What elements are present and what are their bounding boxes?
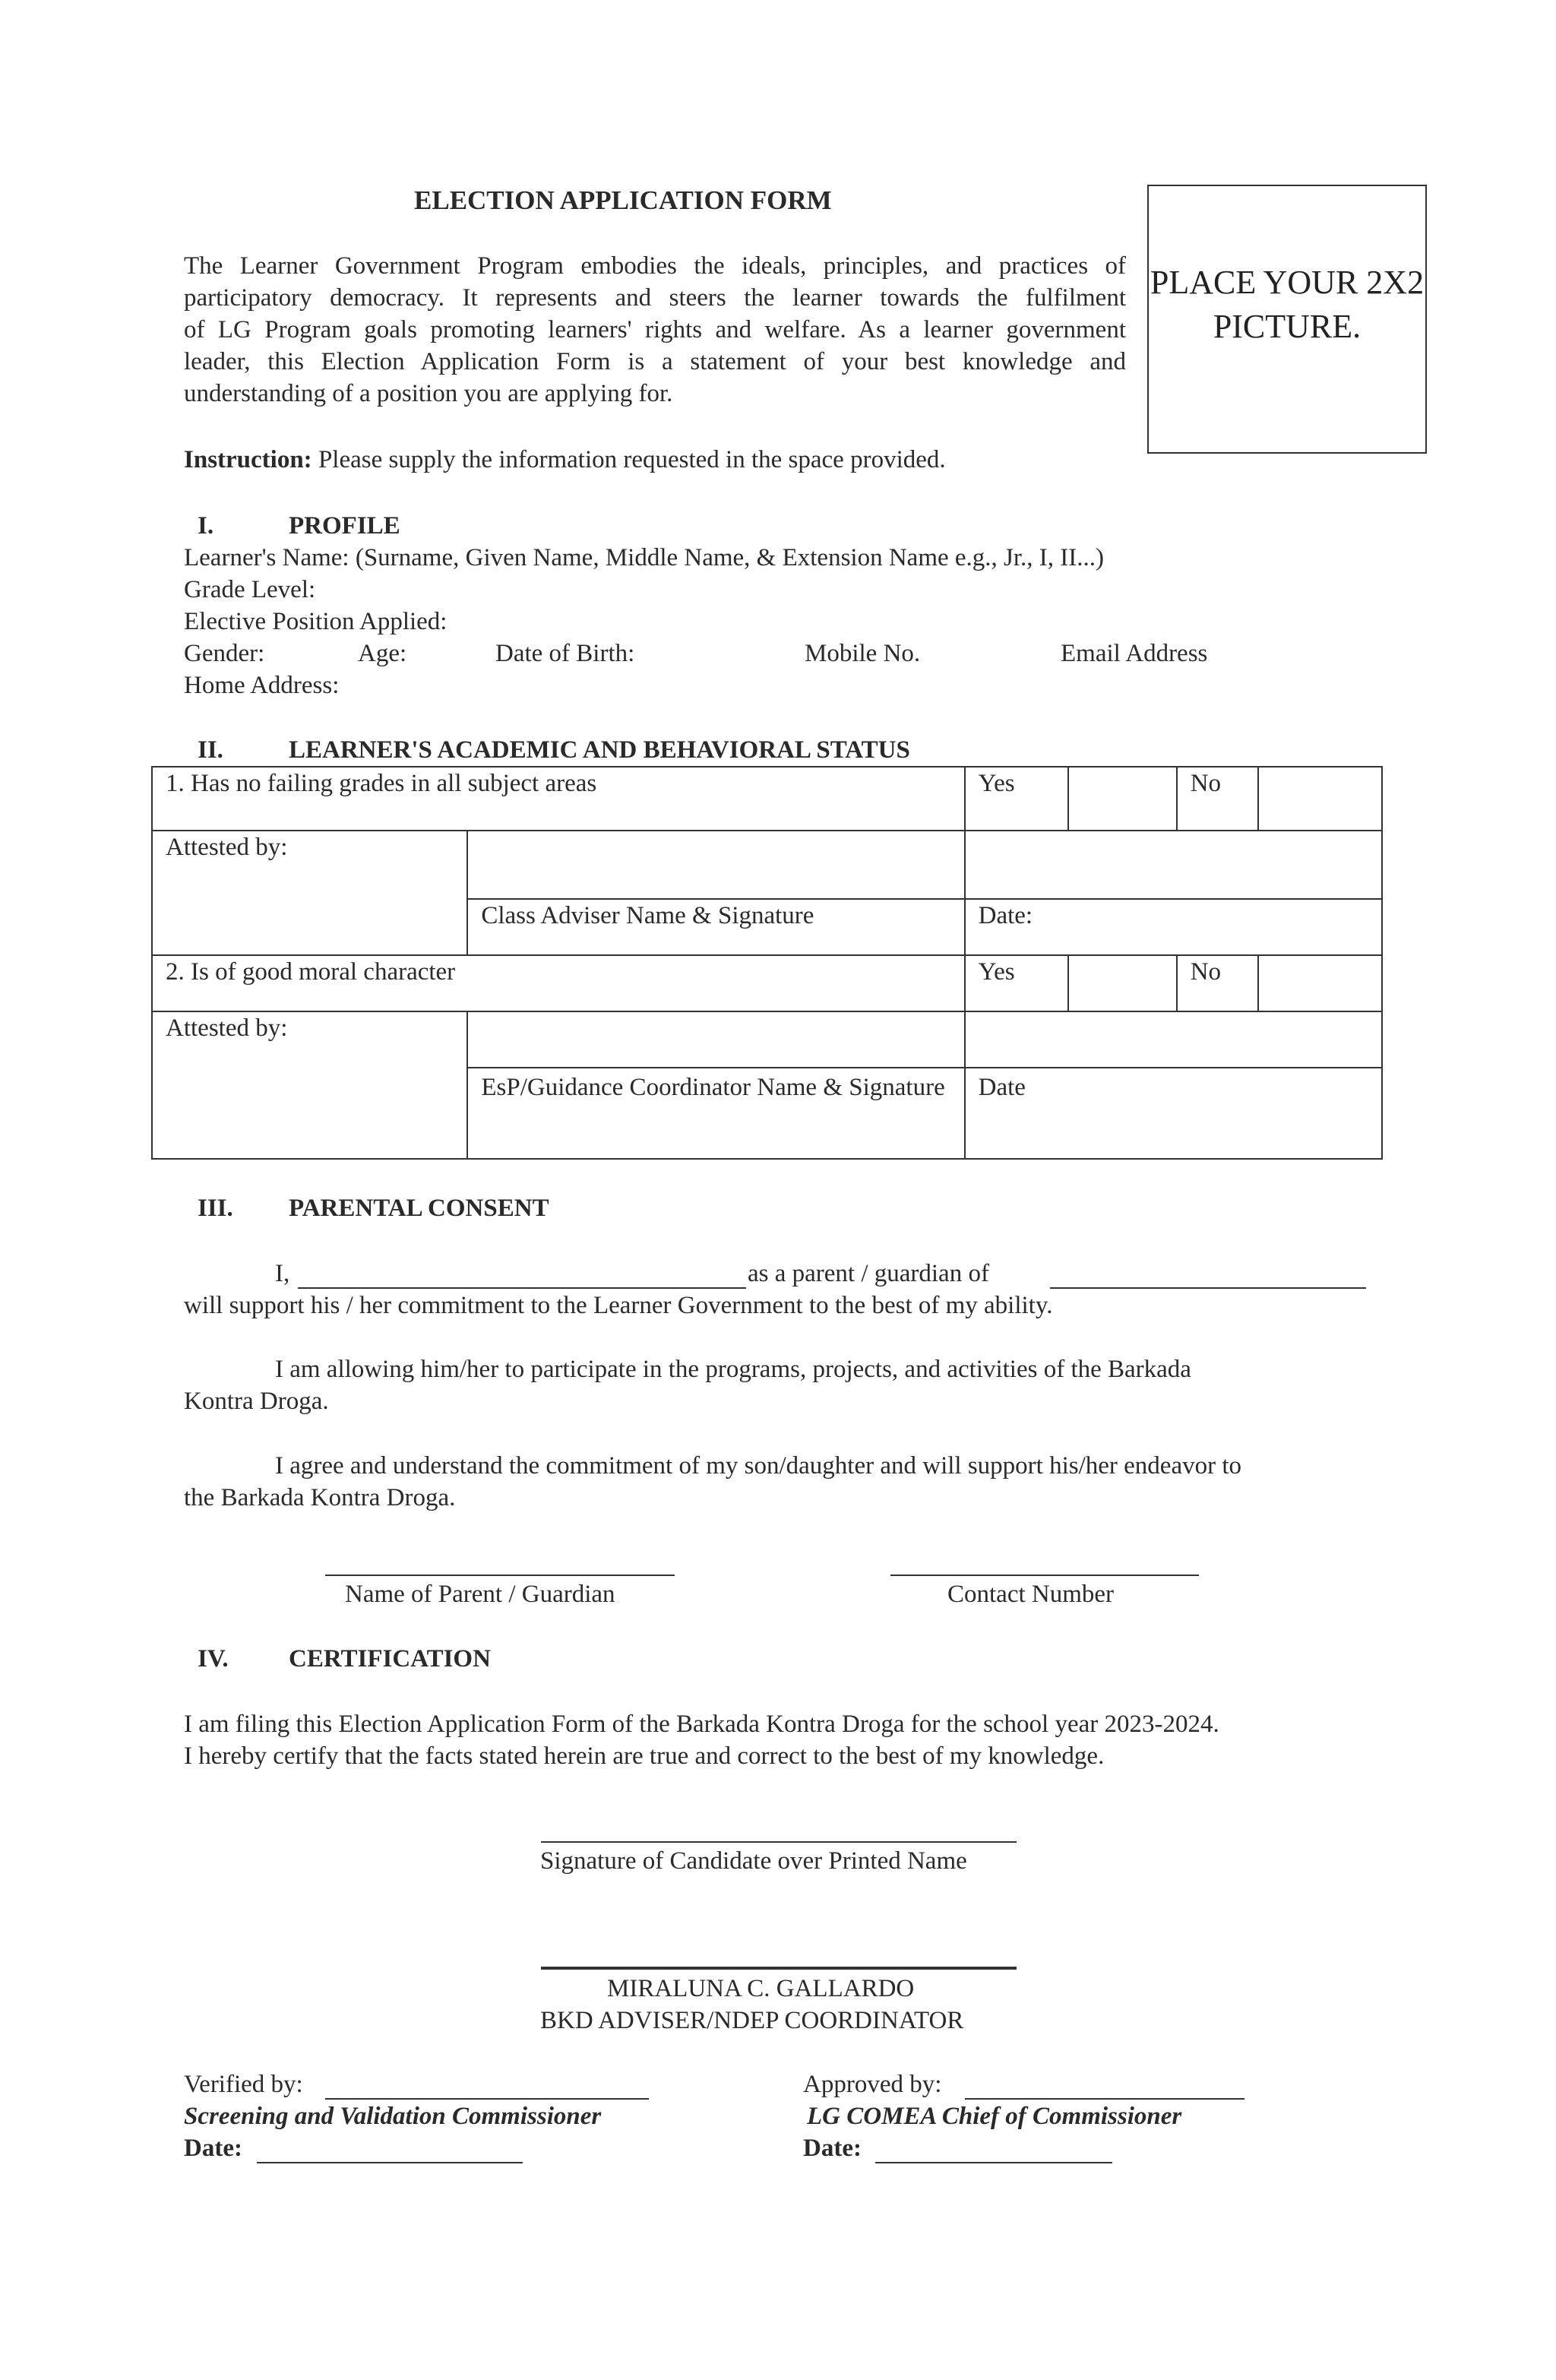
intro-line: understanding of a position you are applying for. bbox=[184, 380, 673, 407]
coordinator-date-label: Date bbox=[965, 1068, 1382, 1159]
mobile-label: Mobile No. bbox=[805, 640, 921, 667]
adviser-title: BKD ADVISER/NDEP COORDINATOR bbox=[540, 2007, 964, 2034]
approved-by-label: Approved by: bbox=[803, 2071, 942, 2098]
grade-level-label: Grade Level: bbox=[184, 576, 316, 603]
coordinator-date-field[interactable] bbox=[965, 1011, 1382, 1068]
verified-by-role: Screening and Validation Commissioner bbox=[184, 2103, 602, 2130]
adviser-name: MIRALUNA C. GALLARDO bbox=[607, 1975, 915, 2002]
status-num: II. bbox=[198, 736, 223, 764]
candidate-signature-line[interactable] bbox=[541, 1841, 1017, 1843]
consent-p1-end: will support his / her commitment to the Learner Government to the best of my ability. bbox=[184, 1292, 1053, 1319]
q2-no-box[interactable] bbox=[1258, 955, 1382, 1011]
photo-box[interactable] bbox=[1147, 185, 1427, 454]
adviser-signature-label: Class Adviser Name & Signature bbox=[467, 899, 964, 955]
attested-by-1: Attested by: bbox=[152, 831, 467, 955]
profile-num: I. bbox=[198, 512, 214, 540]
approved-date-label: Date: bbox=[803, 2135, 862, 2162]
gender-label: Gender: bbox=[184, 640, 265, 667]
adviser-signature-field[interactable] bbox=[467, 831, 964, 899]
photo-box-label: PLACE YOUR 2X2 PICTURE. bbox=[1150, 264, 1425, 345]
table-row bbox=[152, 955, 1382, 1011]
coordinator-signature-field[interactable] bbox=[467, 1011, 964, 1068]
intro-line: participatory democracy. It represents and steers the learner towards the fulfilment bbox=[184, 284, 1126, 312]
table-row bbox=[152, 831, 1382, 899]
learner-name-label: Learner's Name: (Surname, Given Name, Middle Name, & Extension Name e.g., Jr., I, II...) bbox=[184, 544, 1104, 571]
consent-heading: PARENTAL CONSENT bbox=[289, 1195, 549, 1222]
profile-heading: PROFILE bbox=[289, 512, 400, 540]
status-table bbox=[151, 766, 1383, 1160]
consent-p1-mid: as a parent / guardian of bbox=[748, 1260, 989, 1287]
q1-yes-box[interactable] bbox=[1068, 767, 1177, 831]
certification-line-1: I am filing this Election Application Form of the Barkada Kontra Droga for the school year 2023-2024. bbox=[184, 1711, 1219, 1738]
certification-line-2: I hereby certify that the facts stated herein are true and correct to the best of my knowledge. bbox=[184, 1742, 1105, 1770]
question-1: 1. Has no failing grades in all subject areas bbox=[152, 767, 965, 831]
parent-name-label: Name of Parent / Guardian bbox=[345, 1581, 615, 1608]
q2-yes-label: Yes bbox=[965, 955, 1068, 1011]
verified-date-line[interactable] bbox=[257, 2162, 523, 2163]
q1-yes-label: Yes bbox=[965, 767, 1068, 831]
parent-signature-line[interactable] bbox=[325, 1575, 675, 1576]
intro-line: of LG Program goals promoting learners' rights and welfare. As a learner government bbox=[184, 316, 1126, 343]
intro-paragraph bbox=[184, 250, 1126, 410]
contact-number-line[interactable] bbox=[890, 1575, 1199, 1576]
consent-p3-line1: I agree and understand the commitment of my son/daughter and will support his/her endeavor to bbox=[275, 1452, 1241, 1480]
adviser-signature-line bbox=[541, 1967, 1017, 1970]
consent-p1-start: I, bbox=[275, 1260, 290, 1287]
date-of-birth-label: Date of Birth: bbox=[495, 640, 635, 667]
instruction-label: Instruction: bbox=[184, 446, 312, 473]
attested-by-2: Attested by: bbox=[152, 1011, 467, 1159]
intro-line: leader, this Election Application Form is a statement of your best knowledge and bbox=[184, 348, 1126, 375]
q2-yes-box[interactable] bbox=[1068, 955, 1177, 1011]
approved-by-line[interactable] bbox=[965, 2098, 1244, 2100]
learner-name-line[interactable] bbox=[1050, 1287, 1366, 1289]
contact-number-label: Contact Number bbox=[947, 1581, 1115, 1608]
adviser-date-label: Date: bbox=[965, 899, 1382, 955]
certification-heading: CERTIFICATION bbox=[289, 1645, 491, 1673]
home-address-label: Home Address: bbox=[184, 672, 340, 699]
age-label: Age: bbox=[358, 640, 407, 667]
approved-by-role: LG COMEA Chief of Commissioner bbox=[807, 2103, 1182, 2130]
q1-no-label: No bbox=[1177, 767, 1258, 831]
consent-p2-line2: Kontra Droga. bbox=[184, 1388, 329, 1415]
email-label: Email Address bbox=[1061, 640, 1208, 667]
intro-line: The Learner Government Program embodies the ideals, principles, and practices of bbox=[184, 252, 1126, 280]
verified-by-label: Verified by: bbox=[184, 2071, 303, 2098]
instruction-text: Please supply the information requested in the space provided. bbox=[312, 446, 946, 473]
verified-date-label: Date: bbox=[184, 2135, 242, 2162]
table-row bbox=[152, 1011, 1382, 1068]
question-2: 2. Is of good moral character bbox=[152, 955, 965, 1011]
verified-by-line[interactable] bbox=[325, 2098, 649, 2100]
form-title: ELECTION APPLICATION FORM bbox=[414, 185, 832, 215]
instruction bbox=[184, 444, 946, 476]
status-heading: LEARNER'S ACADEMIC AND BEHAVIORAL STATUS bbox=[289, 736, 910, 764]
consent-p2-line1: I am allowing him/her to participate in the programs, projects, and activities of the Barkada bbox=[275, 1356, 1191, 1383]
consent-num: III. bbox=[198, 1195, 233, 1222]
elective-position-label: Elective Position Applied: bbox=[184, 608, 448, 635]
approved-date-line[interactable] bbox=[875, 2162, 1112, 2163]
candidate-signature-label: Signature of Candidate over Printed Name bbox=[540, 1847, 967, 1875]
q2-no-label: No bbox=[1177, 955, 1258, 1011]
consent-p3-line2: the Barkada Kontra Droga. bbox=[184, 1484, 456, 1511]
q1-no-box[interactable] bbox=[1258, 767, 1382, 831]
certification-num: IV. bbox=[198, 1645, 229, 1673]
adviser-date-field[interactable] bbox=[965, 831, 1382, 899]
table-row bbox=[152, 767, 1382, 831]
coordinator-signature-label: EsP/Guidance Coordinator Name & Signature bbox=[467, 1068, 964, 1159]
guardian-name-line[interactable] bbox=[298, 1287, 746, 1289]
